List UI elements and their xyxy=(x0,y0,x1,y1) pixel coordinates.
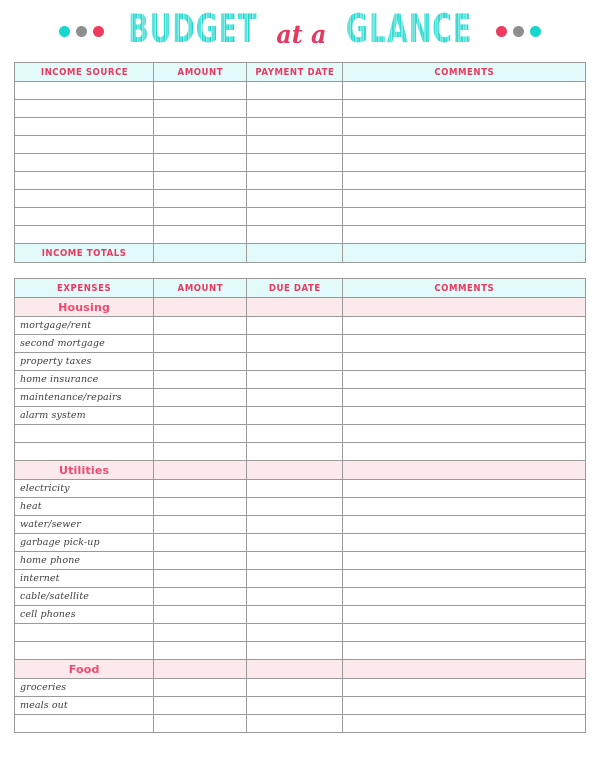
expense-input-cell[interactable] xyxy=(247,570,342,588)
expense-row xyxy=(15,534,586,552)
expenses-header-cell-3 xyxy=(342,279,585,298)
expense-item-label[interactable] xyxy=(15,642,154,660)
income-totals-input-cell[interactable] xyxy=(154,244,247,263)
income-input-cell[interactable] xyxy=(247,226,342,244)
expense-input-cell[interactable] xyxy=(247,624,342,642)
expense-input-cell[interactable] xyxy=(247,389,342,407)
expense-input-cell[interactable] xyxy=(342,407,585,425)
income-input-cell[interactable] xyxy=(154,82,247,100)
expense-input-cell[interactable] xyxy=(247,679,342,697)
expense-input-cell[interactable] xyxy=(342,371,585,389)
income-row xyxy=(15,226,586,244)
expense-input-cell[interactable] xyxy=(247,697,342,715)
expense-input-cell[interactable] xyxy=(154,606,247,624)
expense-category-input-cell[interactable] xyxy=(342,461,585,480)
expense-input-cell[interactable] xyxy=(342,480,585,498)
expense-input-cell[interactable] xyxy=(342,353,585,371)
expense-input-cell[interactable] xyxy=(154,389,247,407)
expense-input-cell[interactable] xyxy=(154,715,247,733)
dot-pink-left xyxy=(93,26,104,37)
expense-row xyxy=(15,588,586,606)
expense-input-cell[interactable] xyxy=(342,715,585,733)
expense-input-cell[interactable] xyxy=(247,353,342,371)
expense-row xyxy=(15,606,586,624)
expense-category-row xyxy=(15,298,586,317)
expense-row xyxy=(15,425,586,443)
expense-input-cell[interactable] xyxy=(342,624,585,642)
expense-input-cell[interactable] xyxy=(247,480,342,498)
title-dots-right xyxy=(496,26,541,37)
expense-item-label[interactable]: maintenance/repairs xyxy=(15,389,154,407)
expense-category-input-cell[interactable] xyxy=(154,461,247,480)
expense-category-row xyxy=(15,660,586,679)
expense-input-cell[interactable] xyxy=(247,642,342,660)
expense-input-cell[interactable] xyxy=(154,425,247,443)
expenses-header-label-1: AMOUNT xyxy=(177,282,224,294)
income-source-cell[interactable] xyxy=(15,172,154,190)
income-totals-input-cell[interactable] xyxy=(247,244,342,263)
income-header-label-0: INCOME SOURCE xyxy=(40,66,128,78)
income-row xyxy=(15,190,586,208)
expense-item-label[interactable]: water/sewer xyxy=(15,516,154,534)
expense-category-input-cell[interactable] xyxy=(247,298,342,317)
title-word-glance: GLANCE xyxy=(345,5,473,52)
expense-input-cell[interactable] xyxy=(247,516,342,534)
expense-input-cell[interactable] xyxy=(154,317,247,335)
expense-input-cell[interactable] xyxy=(154,624,247,642)
expense-input-cell[interactable] xyxy=(342,498,585,516)
income-input-cell[interactable] xyxy=(342,154,585,172)
expense-input-cell[interactable] xyxy=(342,697,585,715)
income-row xyxy=(15,82,586,100)
expense-row xyxy=(15,498,586,516)
expenses-header-cell-2 xyxy=(247,279,342,298)
income-row xyxy=(15,172,586,190)
expense-row xyxy=(15,697,586,715)
expense-row xyxy=(15,353,586,371)
expense-input-cell[interactable] xyxy=(247,498,342,516)
expense-input-cell[interactable] xyxy=(342,679,585,697)
income-totals-input-cell[interactable] xyxy=(342,244,585,263)
expense-row xyxy=(15,443,586,461)
expense-input-cell[interactable] xyxy=(247,534,342,552)
expense-input-cell[interactable] xyxy=(342,570,585,588)
expense-item-label[interactable] xyxy=(15,624,154,642)
income-input-cell[interactable] xyxy=(342,100,585,118)
income-header-cell-0 xyxy=(15,63,154,82)
income-input-cell[interactable] xyxy=(154,154,247,172)
expense-row xyxy=(15,570,586,588)
expense-input-cell[interactable] xyxy=(154,353,247,371)
income-source-cell[interactable] xyxy=(15,100,154,118)
income-row xyxy=(15,100,586,118)
expense-category-label: Utilities xyxy=(15,461,154,480)
title-script-at-a: at a xyxy=(276,19,327,49)
expense-input-cell[interactable] xyxy=(247,715,342,733)
expense-input-cell[interactable] xyxy=(247,606,342,624)
expense-input-cell[interactable] xyxy=(247,588,342,606)
expense-input-cell[interactable] xyxy=(154,642,247,660)
expense-input-cell[interactable] xyxy=(247,371,342,389)
income-header-label-3: COMMENTS xyxy=(433,66,494,78)
income-input-cell[interactable] xyxy=(342,190,585,208)
expense-row xyxy=(15,642,586,660)
expense-item-label[interactable]: meals out xyxy=(15,697,154,715)
expenses-header-cell-0 xyxy=(15,279,154,298)
expense-input-cell[interactable] xyxy=(247,552,342,570)
expense-input-cell[interactable] xyxy=(342,516,585,534)
income-input-cell[interactable] xyxy=(342,226,585,244)
expense-input-cell[interactable] xyxy=(342,588,585,606)
expense-item-label[interactable]: groceries xyxy=(15,679,154,697)
income-input-cell[interactable] xyxy=(154,190,247,208)
income-input-cell[interactable] xyxy=(154,226,247,244)
income-input-cell[interactable] xyxy=(154,136,247,154)
expense-input-cell[interactable] xyxy=(247,335,342,353)
expense-category-input-cell[interactable] xyxy=(247,660,342,679)
expense-input-cell[interactable] xyxy=(154,498,247,516)
expense-input-cell[interactable] xyxy=(154,588,247,606)
income-source-cell[interactable] xyxy=(15,154,154,172)
expense-input-cell[interactable] xyxy=(154,697,247,715)
expense-item-label[interactable] xyxy=(15,425,154,443)
expense-input-cell[interactable] xyxy=(247,317,342,335)
income-source-cell[interactable] xyxy=(15,82,154,100)
income-input-cell[interactable] xyxy=(342,172,585,190)
expense-input-cell[interactable] xyxy=(342,335,585,353)
dot-gray-left xyxy=(76,26,87,37)
expense-input-cell[interactable] xyxy=(154,335,247,353)
income-header-label-1: AMOUNT xyxy=(177,66,224,78)
income-table xyxy=(14,62,586,263)
income-input-cell[interactable] xyxy=(342,82,585,100)
expenses-table xyxy=(14,278,586,733)
income-header-cell-2 xyxy=(247,63,342,82)
income-input-cell[interactable] xyxy=(247,154,342,172)
income-header-label-2: PAYMENT DATE xyxy=(254,66,334,78)
expense-row xyxy=(15,407,586,425)
income-source-cell[interactable] xyxy=(15,136,154,154)
income-input-cell[interactable] xyxy=(154,100,247,118)
income-row xyxy=(15,154,586,172)
expense-item-label[interactable]: property taxes xyxy=(15,353,154,371)
expense-row xyxy=(15,679,586,697)
expense-item-label[interactable]: alarm system xyxy=(15,407,154,425)
income-totals-label: INCOME TOTALS xyxy=(15,244,154,263)
expense-item-label[interactable] xyxy=(15,715,154,733)
table-spacer xyxy=(0,263,600,278)
expense-input-cell[interactable] xyxy=(154,480,247,498)
page-title xyxy=(114,5,486,52)
income-row xyxy=(15,118,586,136)
expense-row xyxy=(15,480,586,498)
expense-input-cell[interactable] xyxy=(342,552,585,570)
income-header-cell-1 xyxy=(154,63,247,82)
expense-input-cell[interactable] xyxy=(154,443,247,461)
expenses-header-label-2: DUE DATE xyxy=(268,282,321,294)
expense-item-label[interactable]: garbage pick-up xyxy=(15,534,154,552)
expenses-header-cell-1 xyxy=(154,279,247,298)
income-input-cell[interactable] xyxy=(342,208,585,226)
expense-row xyxy=(15,371,586,389)
expense-row xyxy=(15,715,586,733)
page-title-banner xyxy=(0,0,600,62)
expense-category-input-cell[interactable] xyxy=(247,461,342,480)
title-word-budget: BUDGET xyxy=(128,5,258,52)
expense-input-cell[interactable] xyxy=(154,534,247,552)
expense-input-cell[interactable] xyxy=(247,425,342,443)
income-input-cell[interactable] xyxy=(247,82,342,100)
expense-input-cell[interactable] xyxy=(342,425,585,443)
expense-item-label[interactable]: heat xyxy=(15,498,154,516)
expense-item-label[interactable]: mortgage/rent xyxy=(15,317,154,335)
income-input-cell[interactable] xyxy=(247,208,342,226)
income-input-cell[interactable] xyxy=(247,100,342,118)
income-input-cell[interactable] xyxy=(342,118,585,136)
dot-teal-left xyxy=(59,26,70,37)
expense-item-label[interactable]: internet xyxy=(15,570,154,588)
expense-item-label[interactable]: home phone xyxy=(15,552,154,570)
dot-teal-right xyxy=(530,26,541,37)
income-header-cell-3 xyxy=(342,63,585,82)
expense-input-cell[interactable] xyxy=(154,371,247,389)
expenses-header-label-3: COMMENTS xyxy=(433,282,494,294)
expense-input-cell[interactable] xyxy=(154,407,247,425)
expense-row xyxy=(15,624,586,642)
income-totals-row xyxy=(15,244,586,263)
dot-pink-right xyxy=(496,26,507,37)
income-row xyxy=(15,136,586,154)
income-source-cell[interactable] xyxy=(15,118,154,136)
expense-category-input-cell[interactable] xyxy=(154,298,247,317)
expense-item-label[interactable] xyxy=(15,443,154,461)
income-source-cell[interactable] xyxy=(15,208,154,226)
expense-input-cell[interactable] xyxy=(342,642,585,660)
expense-input-cell[interactable] xyxy=(154,516,247,534)
expenses-header-row xyxy=(15,279,586,298)
expense-row xyxy=(15,335,586,353)
expense-category-input-cell[interactable] xyxy=(342,298,585,317)
expense-input-cell[interactable] xyxy=(342,389,585,407)
income-input-cell[interactable] xyxy=(247,190,342,208)
expenses-header-label-0: EXPENSES xyxy=(57,282,112,294)
expense-row xyxy=(15,389,586,407)
income-row xyxy=(15,208,586,226)
income-input-cell[interactable] xyxy=(247,172,342,190)
expense-input-cell[interactable] xyxy=(342,534,585,552)
expense-category-label: Housing xyxy=(15,298,154,317)
expense-item-label[interactable]: home insurance xyxy=(15,371,154,389)
expense-category-input-cell[interactable] xyxy=(154,660,247,679)
income-input-cell[interactable] xyxy=(154,172,247,190)
income-input-cell[interactable] xyxy=(342,136,585,154)
income-input-cell[interactable] xyxy=(154,208,247,226)
expense-input-cell[interactable] xyxy=(154,570,247,588)
expense-row xyxy=(15,552,586,570)
expense-row xyxy=(15,516,586,534)
income-input-cell[interactable] xyxy=(247,136,342,154)
title-dots-left xyxy=(59,26,104,37)
expense-item-label[interactable]: cable/satellite xyxy=(15,588,154,606)
income-source-cell[interactable] xyxy=(15,190,154,208)
income-header-row xyxy=(15,63,586,82)
expense-input-cell[interactable] xyxy=(247,443,342,461)
expense-row xyxy=(15,317,586,335)
expense-input-cell[interactable] xyxy=(342,317,585,335)
expense-item-label[interactable]: electricity xyxy=(15,480,154,498)
income-input-cell[interactable] xyxy=(247,118,342,136)
expense-category-row xyxy=(15,461,586,480)
expense-input-cell[interactable] xyxy=(154,552,247,570)
dot-gray-right xyxy=(513,26,524,37)
income-source-cell[interactable] xyxy=(15,226,154,244)
income-input-cell[interactable] xyxy=(154,118,247,136)
expense-category-input-cell[interactable] xyxy=(342,660,585,679)
expense-input-cell[interactable] xyxy=(342,443,585,461)
expense-input-cell[interactable] xyxy=(154,679,247,697)
expense-item-label[interactable]: second mortgage xyxy=(15,335,154,353)
expense-category-label: Food xyxy=(15,660,154,679)
expense-item-label[interactable]: cell phones xyxy=(15,606,154,624)
expense-input-cell[interactable] xyxy=(247,407,342,425)
expense-input-cell[interactable] xyxy=(342,606,585,624)
